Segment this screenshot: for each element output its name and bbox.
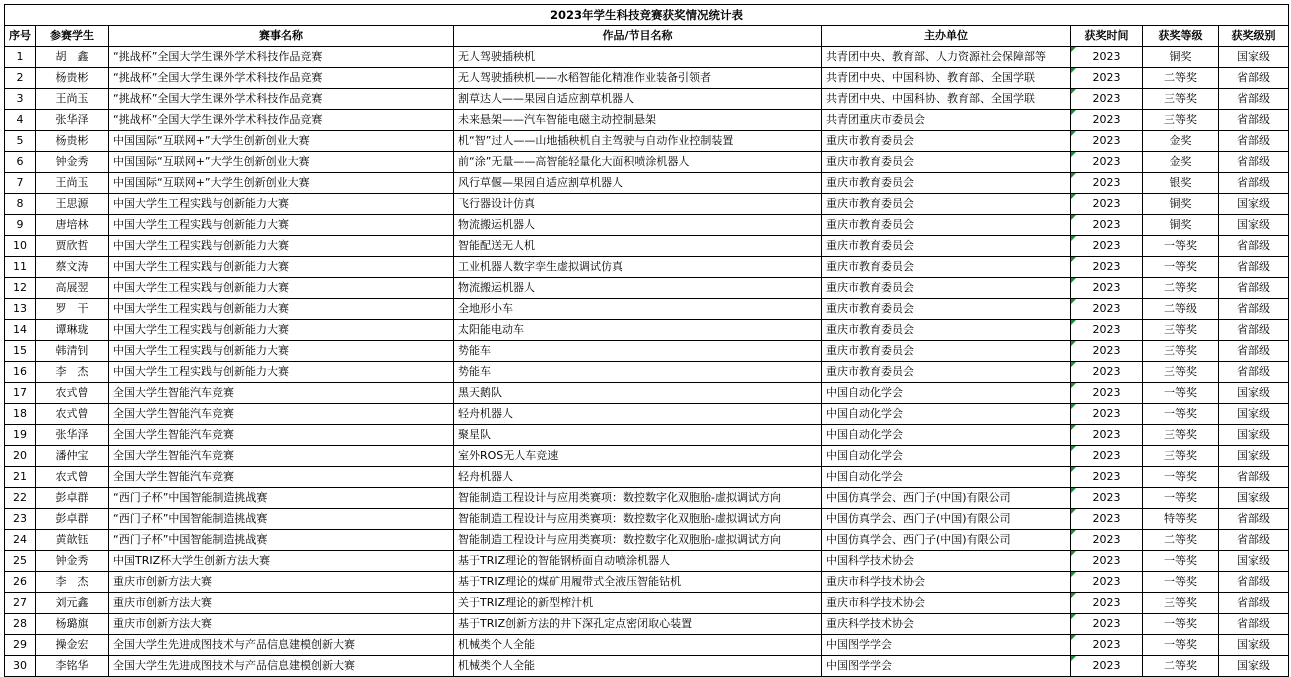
cell-student[interactable]: 王思源 [36, 194, 109, 215]
table-row [5, 131, 1289, 152]
cell-year[interactable]: 2023 [1071, 299, 1143, 320]
cell-organizer[interactable]: 重庆市教育委员会 [822, 215, 1071, 236]
cell-award-grade[interactable]: 一等奖 [1143, 404, 1219, 425]
cell-award-level[interactable]: 国家级 [1219, 215, 1289, 236]
cell-project[interactable]: 无人驾驶插秧机——水稻智能化精准作业装备引领者 [454, 68, 822, 89]
cell-student[interactable]: 胡 鑫 [36, 47, 109, 68]
cell-award-grade[interactable]: 一等奖 [1143, 614, 1219, 635]
cell-year[interactable]: 2023 [1071, 446, 1143, 467]
cell-project[interactable]: 基于TRIZ创新方法的井下深孔定点密闭取心装置 [454, 614, 822, 635]
cell-competition[interactable]: 中国TRIZ杯大学生创新方法大赛 [109, 551, 454, 572]
cell-award-level[interactable]: 省部级 [1219, 131, 1289, 152]
table-row [5, 299, 1289, 320]
cell-index[interactable]: 25 [5, 551, 36, 572]
cell-project[interactable]: 基于TRIZ理论的煤矿用履带式全液压智能钻机 [454, 572, 822, 593]
cell-project[interactable]: 工业机器人数字孪生虚拟调试仿真 [454, 257, 822, 278]
cell-project[interactable]: 智能制造工程设计与应用类赛项：数控数字化双胞胎-虚拟调试方向 [454, 488, 822, 509]
cell-project[interactable]: 全地形小车 [454, 299, 822, 320]
table-row [5, 320, 1289, 341]
cell-index[interactable]: 5 [5, 131, 36, 152]
cell-organizer[interactable]: 中国仿真学会、西门子(中国)有限公司 [822, 509, 1071, 530]
cell-award-grade[interactable]: 一等奖 [1143, 236, 1219, 257]
cell-student[interactable]: 钟金秀 [36, 152, 109, 173]
cell-student[interactable]: 操金宏 [36, 635, 109, 656]
cell-award-level[interactable]: 省部级 [1219, 530, 1289, 551]
cell-competition[interactable]: 全国大学生先进成图技术与产品信息建模创新大赛 [109, 656, 454, 677]
cell-student[interactable]: 唐培林 [36, 215, 109, 236]
cell-project[interactable]: 智能制造工程设计与应用类赛项：数控数字化双胞胎-虚拟调试方向 [454, 509, 822, 530]
cell-student[interactable]: 农式曾 [36, 383, 109, 404]
cell-award-grade[interactable]: 金奖 [1143, 131, 1219, 152]
cell-index[interactable]: 21 [5, 467, 36, 488]
cell-organizer[interactable]: 重庆科学技术协会 [822, 614, 1071, 635]
cell-award-level[interactable]: 省部级 [1219, 362, 1289, 383]
cell-student[interactable]: 王尚玉 [36, 173, 109, 194]
cell-student[interactable]: 刘元鑫 [36, 593, 109, 614]
header-cell[interactable]: 主办单位 [822, 26, 1071, 47]
cell-project[interactable]: 室外ROS无人车竞速 [454, 446, 822, 467]
cell-index[interactable]: 10 [5, 236, 36, 257]
cell-award-level[interactable]: 省部级 [1219, 236, 1289, 257]
cell-award-level[interactable]: 省部级 [1219, 572, 1289, 593]
cell-organizer[interactable]: 重庆市教育委员会 [822, 341, 1071, 362]
cell-index[interactable]: 1 [5, 47, 36, 68]
cell-student[interactable]: 杨贵彬 [36, 68, 109, 89]
cell-organizer[interactable]: 中国自动化学会 [822, 383, 1071, 404]
cell-award-grade[interactable]: 铜奖 [1143, 215, 1219, 236]
cell-student[interactable]: 杨璐旗 [36, 614, 109, 635]
cell-award-level[interactable]: 国家级 [1219, 404, 1289, 425]
cell-competition[interactable]: “挑战杯”全国大学生课外学术科技作品竞赛 [109, 110, 454, 131]
cell-year[interactable]: 2023 [1071, 47, 1143, 68]
cell-competition[interactable]: 中国国际“互联网+”大学生创新创业大赛 [109, 131, 454, 152]
cell-organizer[interactable]: 重庆市教育委员会 [822, 257, 1071, 278]
cell-award-grade[interactable]: 一等奖 [1143, 383, 1219, 404]
cell-award-grade[interactable]: 三等奖 [1143, 593, 1219, 614]
spreadsheet [4, 4, 1289, 677]
cell-index[interactable]: 18 [5, 404, 36, 425]
cell-award-level[interactable]: 国家级 [1219, 425, 1289, 446]
cell-organizer[interactable]: 中国科学技术协会 [822, 551, 1071, 572]
cell-award-grade[interactable]: 铜奖 [1143, 194, 1219, 215]
cell-organizer[interactable]: 中国自动化学会 [822, 467, 1071, 488]
cell-project[interactable]: 太阳能电动车 [454, 320, 822, 341]
cell-student[interactable]: 谭琳珑 [36, 320, 109, 341]
cell-student[interactable]: 彭卓群 [36, 509, 109, 530]
cell-competition[interactable]: 全国大学生智能汽车竞赛 [109, 425, 454, 446]
cell-student[interactable]: 贾欣哲 [36, 236, 109, 257]
cell-award-level[interactable]: 省部级 [1219, 320, 1289, 341]
cell-competition[interactable]: 重庆市创新方法大赛 [109, 614, 454, 635]
cell-award-grade[interactable]: 一等奖 [1143, 551, 1219, 572]
cell-student[interactable]: 韩清钊 [36, 341, 109, 362]
table-row [5, 383, 1289, 404]
cell-index[interactable]: 7 [5, 173, 36, 194]
cell-competition[interactable]: 中国大学生工程实践与创新能力大赛 [109, 320, 454, 341]
cell-competition[interactable]: 重庆市创新方法大赛 [109, 593, 454, 614]
cell-year[interactable]: 2023 [1071, 320, 1143, 341]
table-row [5, 215, 1289, 236]
cell-student[interactable]: 钟金秀 [36, 551, 109, 572]
header-cell[interactable]: 获奖等级 [1143, 26, 1219, 47]
cell-index[interactable]: 30 [5, 656, 36, 677]
table-row [5, 530, 1289, 551]
cell-competition[interactable]: “挑战杯”全国大学生课外学术科技作品竞赛 [109, 47, 454, 68]
cell-organizer[interactable]: 重庆市教育委员会 [822, 362, 1071, 383]
cell-award-level[interactable]: 省部级 [1219, 593, 1289, 614]
cell-project[interactable]: 势能车 [454, 341, 822, 362]
table-row [5, 278, 1289, 299]
cell-year[interactable]: 2023 [1071, 131, 1143, 152]
cell-index[interactable]: 23 [5, 509, 36, 530]
table-row [5, 467, 1289, 488]
cell-competition[interactable]: 全国大学生先进成图技术与产品信息建模创新大赛 [109, 635, 454, 656]
cell-award-level[interactable]: 省部级 [1219, 614, 1289, 635]
cell-award-grade[interactable]: 三等奖 [1143, 110, 1219, 131]
awards-table [4, 4, 1289, 677]
table-row [5, 614, 1289, 635]
cell-year[interactable]: 2023 [1071, 404, 1143, 425]
cell-organizer[interactable]: 重庆市教育委员会 [822, 278, 1071, 299]
cell-organizer[interactable]: 共青团中央、教育部、人力资源社会保障部等 [822, 47, 1071, 68]
cell-year[interactable]: 2023 [1071, 572, 1143, 593]
table-row [5, 362, 1289, 383]
cell-year[interactable]: 2023 [1071, 173, 1143, 194]
cell-year[interactable]: 2023 [1071, 110, 1143, 131]
cell-project[interactable]: 前“涂”无量——高智能轻量化大面积喷涂机器人 [454, 152, 822, 173]
cell-student[interactable]: 彭卓群 [36, 488, 109, 509]
header-row [5, 26, 1289, 47]
cell-organizer[interactable]: 中国图学学会 [822, 635, 1071, 656]
cell-student[interactable]: 李铭华 [36, 656, 109, 677]
cell-competition[interactable]: “挑战杯”全国大学生课外学术科技作品竞赛 [109, 89, 454, 110]
cell-award-grade[interactable]: 二等奖 [1143, 278, 1219, 299]
table-row [5, 236, 1289, 257]
cell-organizer[interactable]: 中国自动化学会 [822, 446, 1071, 467]
header-cell[interactable]: 序号 [5, 26, 36, 47]
cell-project[interactable]: 物流搬运机器人 [454, 215, 822, 236]
cell-organizer[interactable]: 中国自动化学会 [822, 404, 1071, 425]
cell-index[interactable]: 11 [5, 257, 36, 278]
cell-organizer[interactable]: 共青团中央、中国科协、教育部、全国学联 [822, 89, 1071, 110]
cell-award-level[interactable]: 省部级 [1219, 467, 1289, 488]
cell-competition[interactable]: “西门子杯”中国智能制造挑战赛 [109, 530, 454, 551]
cell-year[interactable]: 2023 [1071, 467, 1143, 488]
cell-organizer[interactable]: 重庆市教育委员会 [822, 236, 1071, 257]
cell-organizer[interactable]: 重庆市科学技术协会 [822, 593, 1071, 614]
cell-project[interactable]: 风行草偃—果园自适应割草机器人 [454, 173, 822, 194]
header-cell[interactable]: 获奖时间 [1071, 26, 1143, 47]
cell-award-grade[interactable]: 三等奖 [1143, 446, 1219, 467]
cell-year[interactable]: 2023 [1071, 278, 1143, 299]
cell-award-level[interactable]: 省部级 [1219, 173, 1289, 194]
cell-award-grade[interactable]: 金奖 [1143, 152, 1219, 173]
cell-student[interactable]: 蔡文涛 [36, 257, 109, 278]
cell-award-level[interactable]: 省部级 [1219, 68, 1289, 89]
cell-index[interactable]: 24 [5, 530, 36, 551]
cell-index[interactable]: 9 [5, 215, 36, 236]
cell-student[interactable]: 高展翌 [36, 278, 109, 299]
cell-organizer[interactable]: 共青团中央、中国科协、教育部、全国学联 [822, 68, 1071, 89]
cell-competition[interactable]: 中国国际“互联网+”大学生创新创业大赛 [109, 152, 454, 173]
cell-competition[interactable]: “西门子杯”中国智能制造挑战赛 [109, 488, 454, 509]
cell-organizer[interactable]: 重庆市科学技术协会 [822, 572, 1071, 593]
cell-index[interactable]: 3 [5, 89, 36, 110]
cell-competition[interactable]: 中国大学生工程实践与创新能力大赛 [109, 194, 454, 215]
cell-student[interactable]: 黄歆钰 [36, 530, 109, 551]
cell-student[interactable]: 农式曾 [36, 404, 109, 425]
cell-index[interactable]: 4 [5, 110, 36, 131]
cell-competition[interactable]: 全国大学生智能汽车竞赛 [109, 446, 454, 467]
cell-project[interactable]: 割草达人——果园自适应割草机器人 [454, 89, 822, 110]
cell-student[interactable]: 李 杰 [36, 572, 109, 593]
cell-award-grade[interactable]: 一等奖 [1143, 467, 1219, 488]
cell-year[interactable]: 2023 [1071, 551, 1143, 572]
table-row [5, 47, 1289, 68]
cell-competition[interactable]: 中国大学生工程实践与创新能力大赛 [109, 341, 454, 362]
cell-organizer[interactable]: 共青团重庆市委员会 [822, 110, 1071, 131]
cell-award-grade[interactable]: 三等奖 [1143, 341, 1219, 362]
cell-year[interactable]: 2023 [1071, 530, 1143, 551]
cell-year[interactable]: 2023 [1071, 593, 1143, 614]
cell-award-level[interactable]: 省部级 [1219, 110, 1289, 131]
cell-index[interactable]: 13 [5, 299, 36, 320]
cell-student[interactable]: 张华泽 [36, 425, 109, 446]
cell-index[interactable]: 14 [5, 320, 36, 341]
cell-year[interactable]: 2023 [1071, 425, 1143, 446]
cell-award-grade[interactable]: 二等奖 [1143, 530, 1219, 551]
cell-competition[interactable]: 中国大学生工程实践与创新能力大赛 [109, 257, 454, 278]
cell-award-grade[interactable]: 铜奖 [1143, 47, 1219, 68]
cell-award-grade[interactable]: 三等奖 [1143, 320, 1219, 341]
cell-award-level[interactable]: 省部级 [1219, 152, 1289, 173]
cell-project[interactable]: 轻舟机器人 [454, 467, 822, 488]
cell-award-level[interactable]: 国家级 [1219, 47, 1289, 68]
cell-competition[interactable]: 中国大学生工程实践与创新能力大赛 [109, 299, 454, 320]
cell-organizer[interactable]: 重庆市教育委员会 [822, 320, 1071, 341]
table-row [5, 257, 1289, 278]
table-row [5, 173, 1289, 194]
cell-project[interactable]: 无人驾驶插秧机 [454, 47, 822, 68]
table-row [5, 446, 1289, 467]
cell-year[interactable]: 2023 [1071, 635, 1143, 656]
cell-award-level[interactable]: 国家级 [1219, 635, 1289, 656]
cell-award-level[interactable]: 国家级 [1219, 656, 1289, 677]
cell-student[interactable]: 李 杰 [36, 362, 109, 383]
cell-year[interactable]: 2023 [1071, 152, 1143, 173]
cell-award-level[interactable]: 省部级 [1219, 278, 1289, 299]
cell-competition[interactable]: 中国大学生工程实践与创新能力大赛 [109, 236, 454, 257]
cell-competition[interactable]: 中国国际“互联网+”大学生创新创业大赛 [109, 173, 454, 194]
cell-project[interactable]: 物流搬运机器人 [454, 278, 822, 299]
cell-competition[interactable]: 全国大学生智能汽车竞赛 [109, 467, 454, 488]
cell-project[interactable]: 智能制造工程设计与应用类赛项：数控数字化双胞胎-虚拟调试方向 [454, 530, 822, 551]
cell-index[interactable]: 26 [5, 572, 36, 593]
cell-project[interactable]: 机械类个人全能 [454, 656, 822, 677]
cell-year[interactable]: 2023 [1071, 257, 1143, 278]
cell-year[interactable]: 2023 [1071, 614, 1143, 635]
cell-index[interactable]: 15 [5, 341, 36, 362]
cell-project[interactable]: 飞行器设计仿真 [454, 194, 822, 215]
cell-award-grade[interactable]: 一等奖 [1143, 572, 1219, 593]
cell-index[interactable]: 2 [5, 68, 36, 89]
cell-organizer[interactable]: 中国图学学会 [822, 656, 1071, 677]
cell-organizer[interactable]: 中国仿真学会、西门子(中国)有限公司 [822, 530, 1071, 551]
cell-year[interactable]: 2023 [1071, 509, 1143, 530]
cell-index[interactable]: 29 [5, 635, 36, 656]
cell-student[interactable]: 农式曾 [36, 467, 109, 488]
table-row [5, 425, 1289, 446]
cell-competition[interactable]: 中国大学生工程实践与创新能力大赛 [109, 278, 454, 299]
table-title[interactable]: 2023年学生科技竞赛获奖情况统计表 [5, 5, 1289, 26]
header-cell[interactable]: 赛事名称 [109, 26, 454, 47]
cell-project[interactable]: 未来悬架——汽车智能电磁主动控制悬架 [454, 110, 822, 131]
cell-competition[interactable]: 全国大学生智能汽车竞赛 [109, 383, 454, 404]
cell-year[interactable]: 2023 [1071, 362, 1143, 383]
cell-organizer[interactable]: 重庆市教育委员会 [822, 194, 1071, 215]
cell-organizer[interactable]: 中国仿真学会、西门子(中国)有限公司 [822, 488, 1071, 509]
table-row [5, 488, 1289, 509]
table-row [5, 68, 1289, 89]
table-row [5, 341, 1289, 362]
table-row [5, 656, 1289, 677]
cell-award-grade[interactable]: 一等奖 [1143, 488, 1219, 509]
table-row [5, 110, 1289, 131]
cell-index[interactable]: 28 [5, 614, 36, 635]
cell-award-level[interactable]: 省部级 [1219, 299, 1289, 320]
table-row [5, 194, 1289, 215]
cell-year[interactable]: 2023 [1071, 488, 1143, 509]
cell-index[interactable]: 17 [5, 383, 36, 404]
cell-award-level[interactable]: 省部级 [1219, 341, 1289, 362]
cell-award-level[interactable]: 省部级 [1219, 509, 1289, 530]
cell-project[interactable]: 关于TRIZ理论的新型榨汁机 [454, 593, 822, 614]
table-row [5, 635, 1289, 656]
header-cell[interactable]: 参赛学生 [36, 26, 109, 47]
title-row [5, 5, 1289, 26]
cell-award-level[interactable]: 国家级 [1219, 551, 1289, 572]
cell-award-level[interactable]: 国家级 [1219, 383, 1289, 404]
cell-award-level[interactable]: 省部级 [1219, 89, 1289, 110]
cell-award-grade[interactable]: 三等奖 [1143, 89, 1219, 110]
cell-student[interactable]: 张华泽 [36, 110, 109, 131]
cell-award-grade[interactable]: 二等奖 [1143, 656, 1219, 677]
table-row [5, 89, 1289, 110]
cell-student[interactable]: 王尚玉 [36, 89, 109, 110]
cell-award-level[interactable]: 国家级 [1219, 194, 1289, 215]
cell-student[interactable]: 潘仲宝 [36, 446, 109, 467]
cell-year[interactable]: 2023 [1071, 89, 1143, 110]
cell-competition[interactable]: 中国大学生工程实践与创新能力大赛 [109, 362, 454, 383]
cell-project[interactable]: 聚星队 [454, 425, 822, 446]
table-row [5, 551, 1289, 572]
cell-project[interactable]: 机“智”过人——山地插秧机自主驾驶与自动作业控制装置 [454, 131, 822, 152]
cell-student[interactable]: 杨贵彬 [36, 131, 109, 152]
cell-award-grade[interactable]: 二等级 [1143, 299, 1219, 320]
cell-competition[interactable]: “挑战杯”全国大学生课外学术科技作品竞赛 [109, 68, 454, 89]
cell-year[interactable]: 2023 [1071, 236, 1143, 257]
cell-index[interactable]: 6 [5, 152, 36, 173]
cell-organizer[interactable]: 重庆市教育委员会 [822, 131, 1071, 152]
cell-index[interactable]: 22 [5, 488, 36, 509]
cell-competition[interactable]: 全国大学生智能汽车竞赛 [109, 404, 454, 425]
cell-award-grade[interactable]: 三等奖 [1143, 425, 1219, 446]
cell-organizer[interactable]: 重庆市教育委员会 [822, 152, 1071, 173]
cell-organizer[interactable]: 中国自动化学会 [822, 425, 1071, 446]
cell-project[interactable]: 轻舟机器人 [454, 404, 822, 425]
cell-award-level[interactable]: 国家级 [1219, 488, 1289, 509]
table-row [5, 152, 1289, 173]
cell-award-level[interactable]: 省部级 [1219, 257, 1289, 278]
cell-year[interactable]: 2023 [1071, 215, 1143, 236]
cell-award-grade[interactable]: 三等奖 [1143, 362, 1219, 383]
header-cell[interactable]: 获奖级别 [1219, 26, 1289, 47]
cell-year[interactable]: 2023 [1071, 341, 1143, 362]
table-row [5, 404, 1289, 425]
cell-organizer[interactable]: 重庆市教育委员会 [822, 173, 1071, 194]
cell-index[interactable]: 8 [5, 194, 36, 215]
header-cell[interactable]: 作品/节目名称 [454, 26, 822, 47]
cell-year[interactable]: 2023 [1071, 194, 1143, 215]
cell-competition[interactable]: 中国大学生工程实践与创新能力大赛 [109, 215, 454, 236]
cell-index[interactable]: 12 [5, 278, 36, 299]
cell-project[interactable]: 智能配送无人机 [454, 236, 822, 257]
cell-year[interactable]: 2023 [1071, 68, 1143, 89]
cell-award-level[interactable]: 国家级 [1219, 446, 1289, 467]
cell-award-grade[interactable]: 特等奖 [1143, 509, 1219, 530]
cell-project[interactable]: 基于TRIZ理论的智能钢桥面自动喷涂机器人 [454, 551, 822, 572]
cell-year[interactable]: 2023 [1071, 383, 1143, 404]
cell-index[interactable]: 19 [5, 425, 36, 446]
cell-competition[interactable]: 重庆市创新方法大赛 [109, 572, 454, 593]
cell-project[interactable]: 机械类个人全能 [454, 635, 822, 656]
cell-student[interactable]: 罗 干 [36, 299, 109, 320]
cell-index[interactable]: 16 [5, 362, 36, 383]
cell-index[interactable]: 20 [5, 446, 36, 467]
cell-organizer[interactable]: 重庆市教育委员会 [822, 299, 1071, 320]
cell-award-grade[interactable]: 一等奖 [1143, 257, 1219, 278]
cell-competition[interactable]: “西门子杯”中国智能制造挑战赛 [109, 509, 454, 530]
table-row [5, 593, 1289, 614]
cell-index[interactable]: 27 [5, 593, 36, 614]
cell-award-grade[interactable]: 一等奖 [1143, 635, 1219, 656]
table-row [5, 572, 1289, 593]
cell-award-grade[interactable]: 银奖 [1143, 173, 1219, 194]
table-row [5, 509, 1289, 530]
cell-award-grade[interactable]: 二等奖 [1143, 68, 1219, 89]
cell-year[interactable]: 2023 [1071, 656, 1143, 677]
cell-project[interactable]: 黑天鹅队 [454, 383, 822, 404]
cell-project[interactable]: 势能车 [454, 362, 822, 383]
